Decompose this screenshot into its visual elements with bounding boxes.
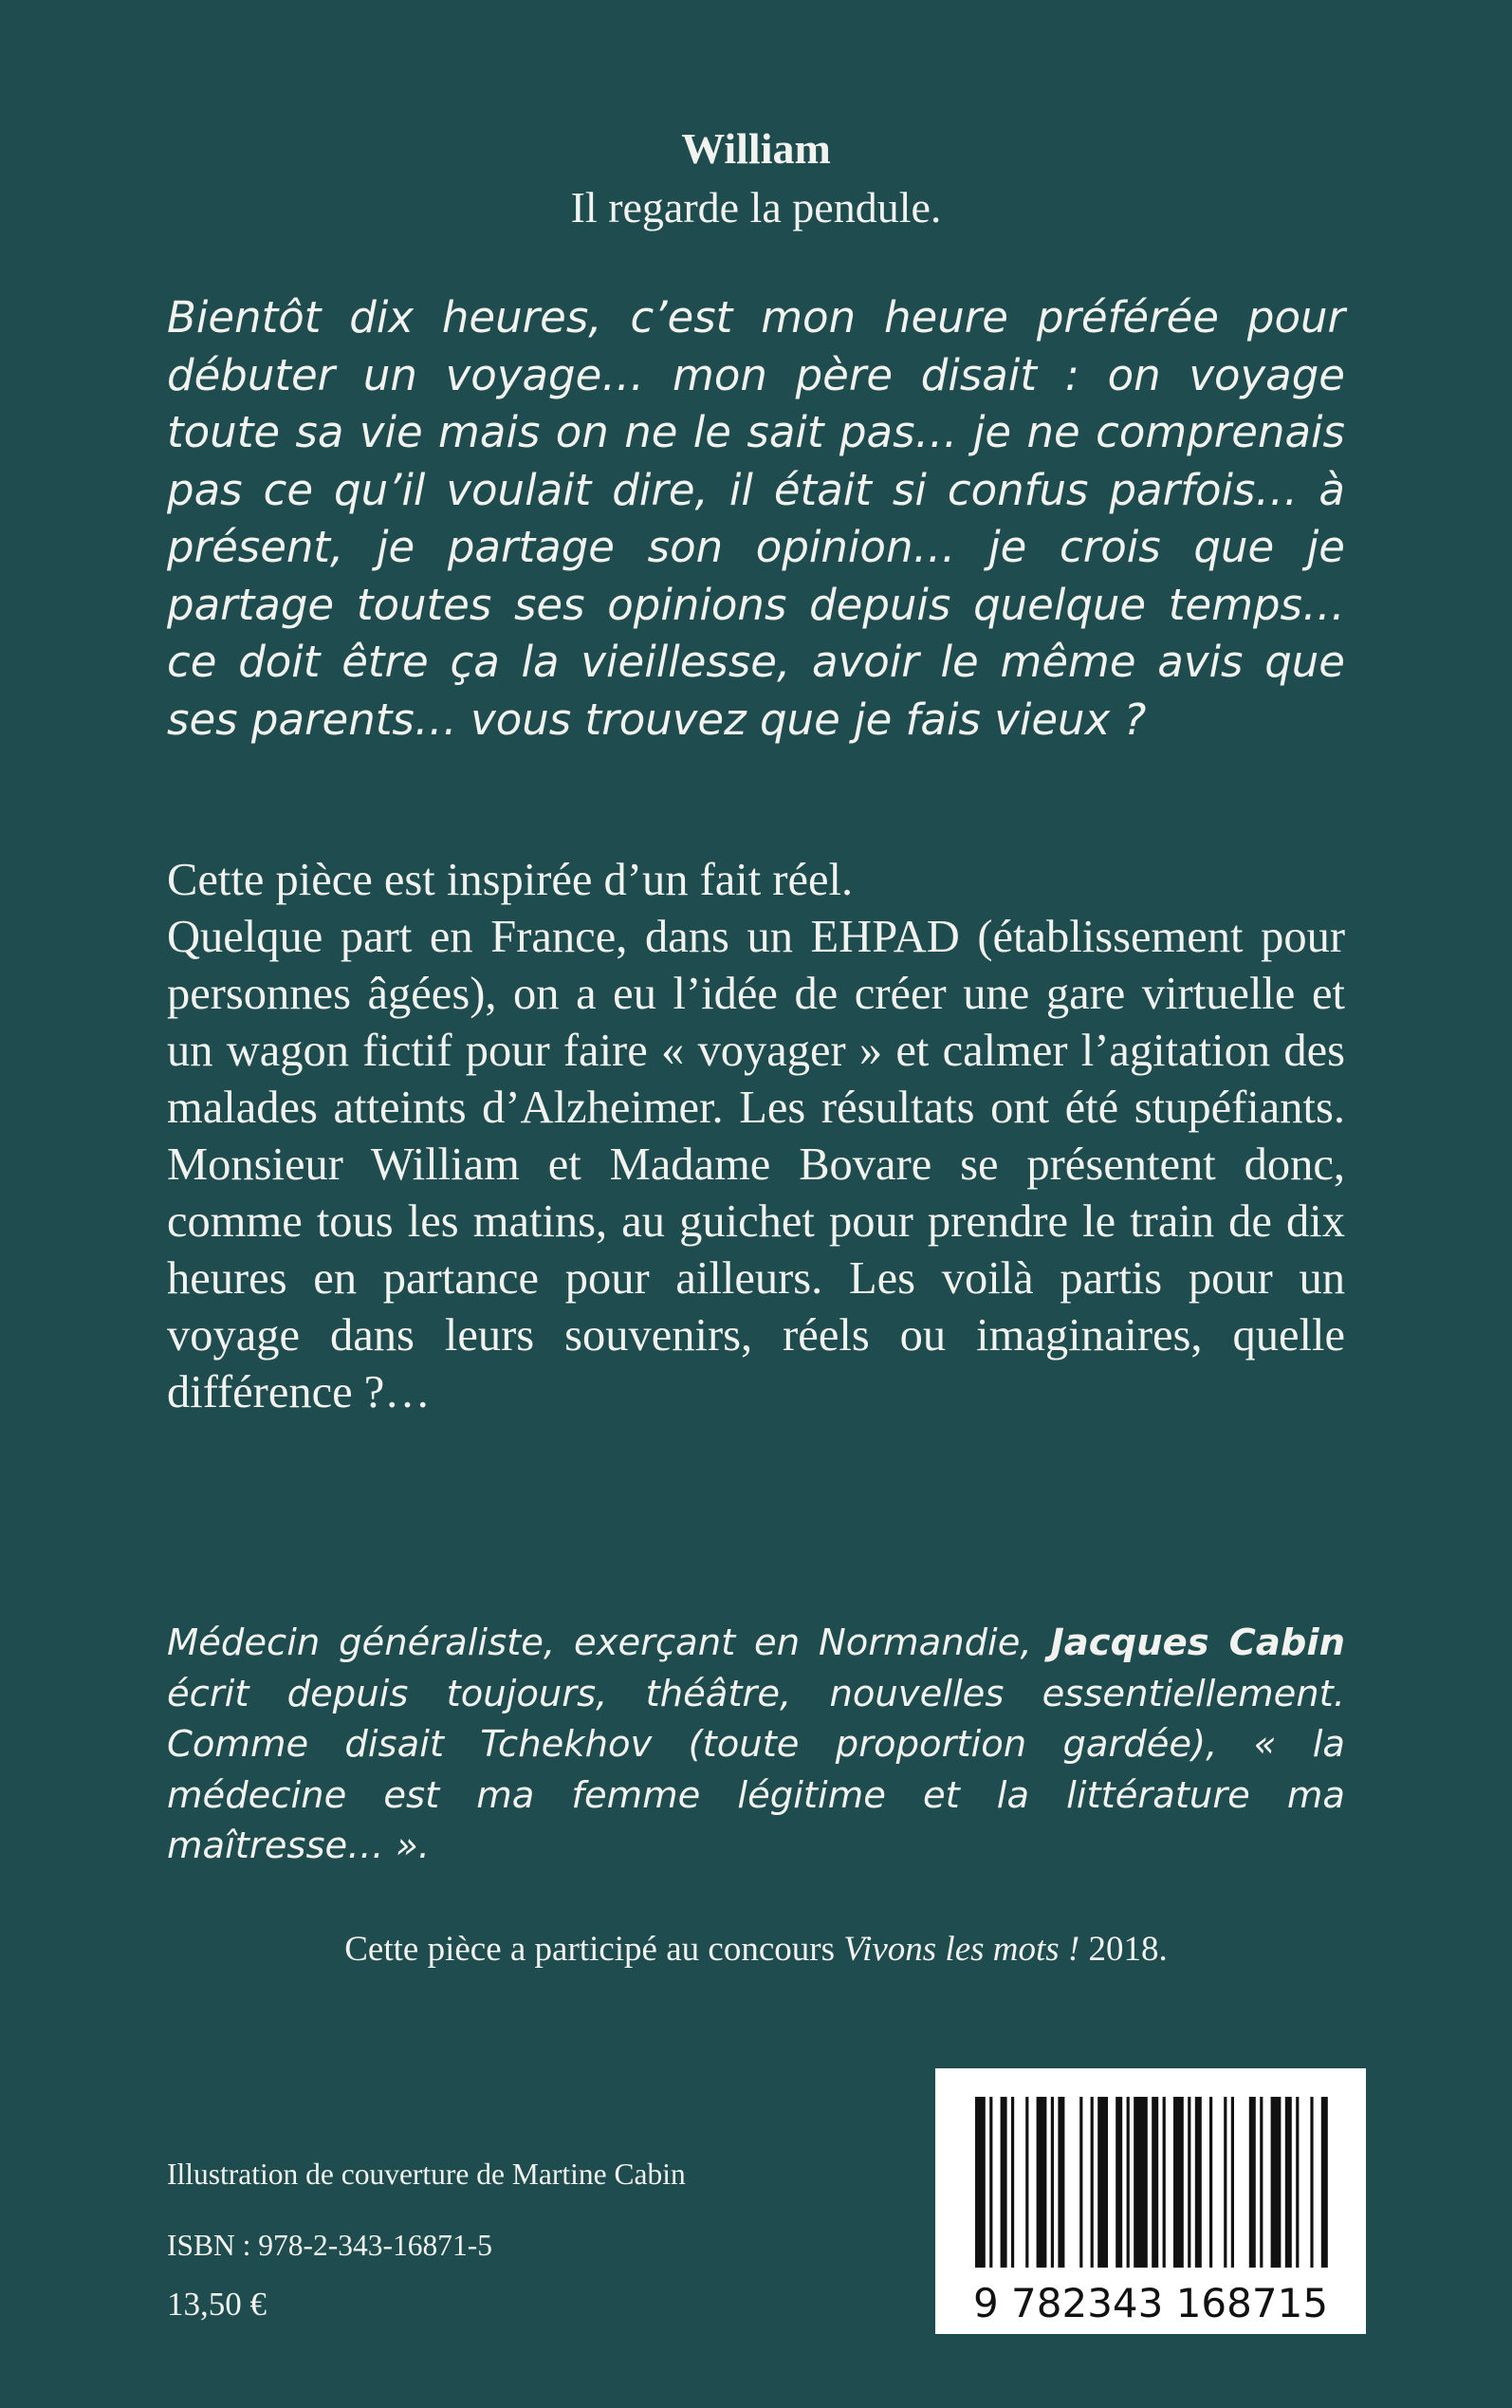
author-bio-before: Médecin généraliste, exerçant en Normandie, (167, 1621, 1051, 1664)
synopsis-intro: Cette pièce est inspirée d’un fait réel. (167, 855, 854, 905)
barcode-bar (1195, 2097, 1202, 2268)
barcode-bar (1025, 2097, 1028, 2268)
monologue-excerpt: Bientôt dix heures, c’est mon heure préférée pour débuter un voyage… mon père disait : on voyage toute sa vie mais on ne le sait pas… je ne comprenais pas ce qu’il voulait dire, il était si confus parfois… à présent, je partage son opinion… je crois que je partage toutes ses opinions depuis quelque temps… ce doit être ça la vieillesse, avoir le même avis que ses parents… vous trouvez que je fais vieux ? (167, 292, 1345, 745)
synopsis (167, 852, 1345, 1421)
price: 13,50 € (167, 2286, 267, 2323)
speaker-name: William (681, 124, 831, 173)
barcode-bar (1310, 2097, 1313, 2268)
barcode-bar (1011, 2097, 1014, 2268)
contest-before: Cette pièce a participé au concours (344, 1930, 844, 1969)
barcode-bar (1134, 2097, 1148, 2268)
barcode-bar (1116, 2097, 1122, 2268)
barcode-bar (1271, 2097, 1282, 2268)
barcode-bar (989, 2097, 992, 2268)
author-bio-after: écrit depuis toujours, théâtre, nouvelles essentiellement. Comme disait Tchekhov (toute proportion gardée), « la médecine est ma femme légitime et la littérature ma maîtresse… ». (167, 1672, 1345, 1867)
barcode-bar (1224, 2097, 1226, 2268)
illustration-credit: Illustration de couverture de Martine Cabin (167, 2158, 686, 2191)
barcode-bar (1163, 2097, 1166, 2268)
stage-direction: Il regarde la pendule. (570, 183, 942, 232)
barcode-bar (1231, 2097, 1234, 2268)
barcode-bar (1249, 2097, 1256, 2268)
barcode (935, 2068, 1366, 2334)
contest-note (0, 1929, 1512, 1970)
barcode-bar (1097, 2097, 1108, 2268)
barcode-bar (1127, 2097, 1130, 2268)
barcode-bar (1285, 2097, 1292, 2268)
contest-after: 2018. (1079, 1930, 1168, 1969)
contest-title: Vivons les mots ! (843, 1930, 1080, 1969)
barcode-bar (1152, 2097, 1158, 2268)
barcode-bar (1173, 2097, 1184, 2268)
barcode-graphic (935, 2068, 1366, 2334)
barcode-bar (1321, 2097, 1328, 2268)
barcode-bar (975, 2097, 986, 2268)
author-name: Jacques Cabin (1050, 1621, 1345, 1664)
isbn: ISBN : 978-2-343-16871-5 (167, 2229, 492, 2262)
barcode-bar (1188, 2097, 1190, 2268)
barcode-bar (1091, 2097, 1094, 2268)
barcode-digits: 9 782343 168715 (972, 2280, 1329, 2326)
barcode-bar (1001, 2097, 1007, 2268)
barcode-bar (1051, 2097, 1054, 2268)
barcode-bar (1209, 2097, 1212, 2268)
synopsis-body: Quelque part en France, dans un EHPAD (établissement pour personnes âgées), on a eu l’idée de créer une gare virtuelle et un wagon fictif pour faire « voyager » et calmer l’agitation des malades atteints d’Alzheimer. Les résultats ont été stupéfiants. Monsieur William et Madame Bovare se présentent donc, comme tous les matins, au guichet pour prendre le train de dix heures en partance pour ailleurs. Les voilà partis pour un voyage dans leurs souvenirs, réels ou imaginaires, quelle différence ?… (167, 912, 1345, 1417)
barcode-bar (1037, 2097, 1047, 2268)
barcode-bar (1260, 2097, 1263, 2268)
author-bio (167, 1618, 1345, 1872)
barcode-bar (1079, 2097, 1082, 2268)
barcode-bar (1296, 2097, 1299, 2268)
barcode-bar (1058, 2097, 1064, 2268)
